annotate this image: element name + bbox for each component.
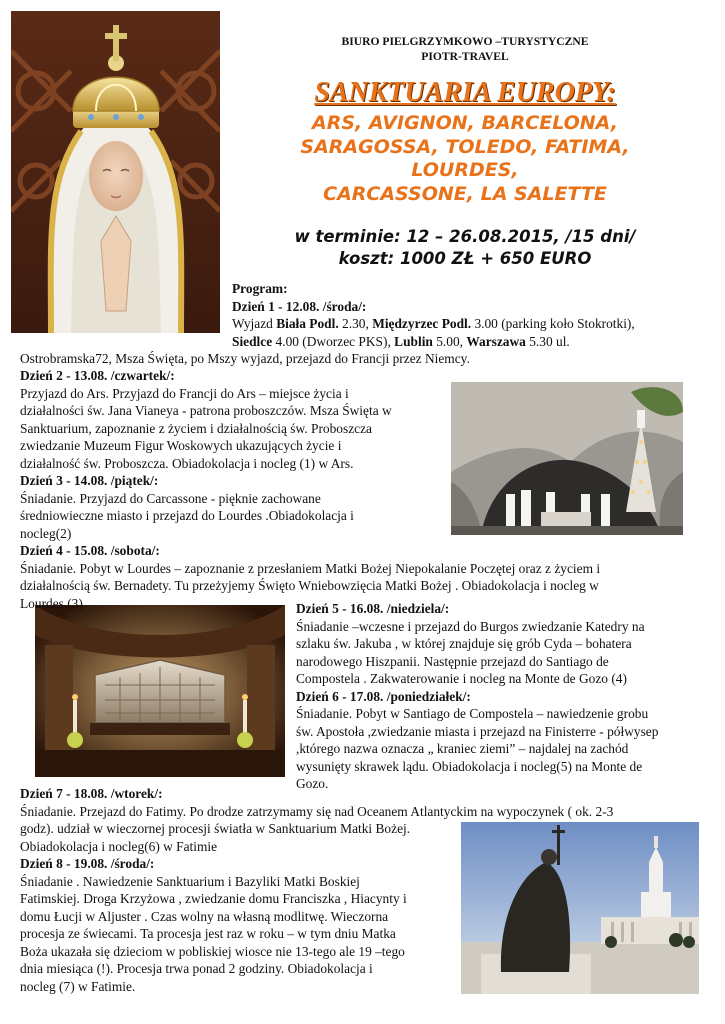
- agency-header: [300, 34, 630, 64]
- day6-line: św. Apostoła ,zwiedzanie miasta i przejazd na Finisterre - półwysep: [296, 723, 659, 739]
- day8-line: dnia miesiąca (!). Procesja trwa ponad 2 godziny. Obiadokolacja i: [20, 961, 373, 976]
- agency-name: BIURO PIELGRZYMKOWO –TURYSTYCZNE: [341, 35, 589, 48]
- destinations-line: LOURDES,: [411, 159, 519, 181]
- day2-section: [20, 367, 600, 612]
- destinations-subtitle: [225, 112, 705, 206]
- page-title: SANKTUARIA EUROPY:: [314, 77, 616, 108]
- day5-line: szlaku św. Jakuba , w której znajduje się grób Cyda – bohatera: [296, 636, 632, 651]
- day7-line: Obiadokolacja i nocleg(6) w Fatimie: [20, 838, 218, 854]
- day2-line: działalności św. Jana Vianeya - patrona proboszczów. Msza Święta w: [20, 403, 392, 418]
- day2-line: Przyjazd do Ars. Przyjazd do Francji do Ars – miejsce życia i: [20, 385, 349, 401]
- day3-heading: Dzień 3 - 14.08. /piątek/:: [20, 473, 159, 488]
- day7-line: Śniadanie. Przejazd do Fatimy. Po drodze zatrzymamy się nad Oceanem Atlantyckim na wypoczynek ( ok. 2-3: [20, 803, 614, 819]
- day7-line: godz). udział w wieczornej procesji światła w Sanktuarium Matki Bożej.: [20, 821, 411, 836]
- day1-line-1: Wyjazd Biała Podl. 2.30, Międzyrzec Podl. 3.00 (parking koło Stokrotki),: [232, 316, 635, 331]
- day8-line: Śniadanie . Nawiedzenie Sanktuarium i Bazyliki Matki Boskiej: [20, 873, 360, 889]
- reliquary-photo: [35, 605, 285, 777]
- day1-line-2: Siedlce 4.00 (Dworzec PKS), Lublin 5.00, Warszawa 5.30 ul.: [232, 333, 570, 349]
- day6-heading: Dzień 6 - 17.08. /poniedziałek/:: [296, 688, 471, 704]
- day3-line: nocleg(2): [20, 525, 72, 541]
- day3-line: średniowieczne miasto i przejazd do Lourdes .Obiadokolacja i: [20, 508, 354, 523]
- day2-line: Sanktuarium, zapoznanie z życiem i działalnością św. Proboszcza: [20, 420, 372, 436]
- day2-line: zwiedzanie Muzeum Figur Woskowych ukazujących życie i: [20, 438, 342, 453]
- day2-line: działalność św. Proboszcza. Obiadokolacja i nocleg (1) w Ars.: [20, 455, 354, 471]
- program-label: Program:: [232, 281, 288, 296]
- day4-line: Lourdes (3): [20, 595, 83, 611]
- day3-line: Śniadanie. Przyjazd do Carcassone - pięknie zachowane: [20, 490, 321, 506]
- day8-line: Fatimskiej. Droga Krzyżowa , zwiedzanie domu Franciszka , Hiacynty i: [20, 891, 407, 906]
- day5-line: Compostela . Zakwaterowanie i nocleg na Monte de Gozo (4): [296, 671, 627, 686]
- day6-line: Gozo.: [296, 776, 329, 791]
- madonna-photo: [11, 11, 220, 333]
- day5-line: Śniadanie –wczesne i przejazd do Burgos zwiedzanie Katedry na: [296, 618, 645, 634]
- trip-cost: koszt: 1000 ZŁ + 650 EURO: [338, 249, 592, 268]
- day8-line: nocleg (7) w Fatimie.: [20, 978, 136, 994]
- day7-heading: Dzień 7 - 18.08. /wtorek/:: [20, 786, 163, 801]
- day4-line: działalnością św. Bernadety. Tu przeżyjemy Święto Wniebowzięcia Matki Bożej . Obiadokolacja i nocleg w: [20, 578, 599, 593]
- day8-line: procesja ze świecami. Ta procesja jest raz w roku – w tym dniu Matka: [20, 926, 396, 941]
- day5-heading: Dzień 5 - 16.08. /niedziela/:: [296, 601, 450, 616]
- day1-heading: Dzień 1 - 12.08. /środa/:: [232, 298, 367, 314]
- trip-dates: w terminie: 12 – 26.08.2015, /15 dni/: [294, 227, 636, 246]
- day8-line: domu Łucji w Aljuster . Czas wolny na własną modlitwę. Wieczorna: [20, 908, 389, 924]
- day2-heading: Dzień 2 - 13.08. /czwartek/:: [20, 368, 175, 383]
- day6-line: wysunięty skrawek lądu. Obiadokolacja i nocleg(5) na Monte de: [296, 758, 643, 774]
- program-intro: [232, 280, 635, 350]
- day5-day6-section: [296, 600, 658, 793]
- day5-line: narodowego Hiszpanii. Następnie przejazd do Santiago de: [296, 653, 609, 669]
- day4-line: Śniadanie. Pobyt w Lourdes – zapoznanie z przesłaniem Matki Bożej Niepokalanie Poczętej oraz z życiem i: [20, 560, 601, 576]
- day6-line: ,którego nazwa oznacza „ kraniec ziemi” – najdalej na zachód: [296, 741, 629, 756]
- day4-heading: Dzień 4 - 15.08. /sobota/:: [20, 543, 160, 558]
- day7-day8-section: [20, 785, 613, 995]
- agency-brand: PIOTR-TRAVEL: [421, 50, 509, 63]
- day1-continued: Ostrobramska72, Msza Święta, po Mszy wyjazd, przejazd do Francji przez Niemcy.: [20, 351, 470, 366]
- day6-line: Śniadanie. Pobyt w Santiago de Compostela – nawiedzenie grobu: [296, 706, 649, 721]
- day8-heading: Dzień 8 - 19.08. /środa/:: [20, 856, 155, 871]
- day8-line: Boża ukazała się dzieciom w pobliskiej wiosce nie 13-tego ale 19 –tego: [20, 943, 405, 959]
- destinations-line: CARCASSONE, LA SALETTE: [323, 182, 607, 205]
- destinations-line: SARAGOSSA, TOLEDO, FATIMA,: [300, 135, 630, 158]
- destinations-line: ARS, AVIGNON, BARCELONA,: [312, 112, 618, 134]
